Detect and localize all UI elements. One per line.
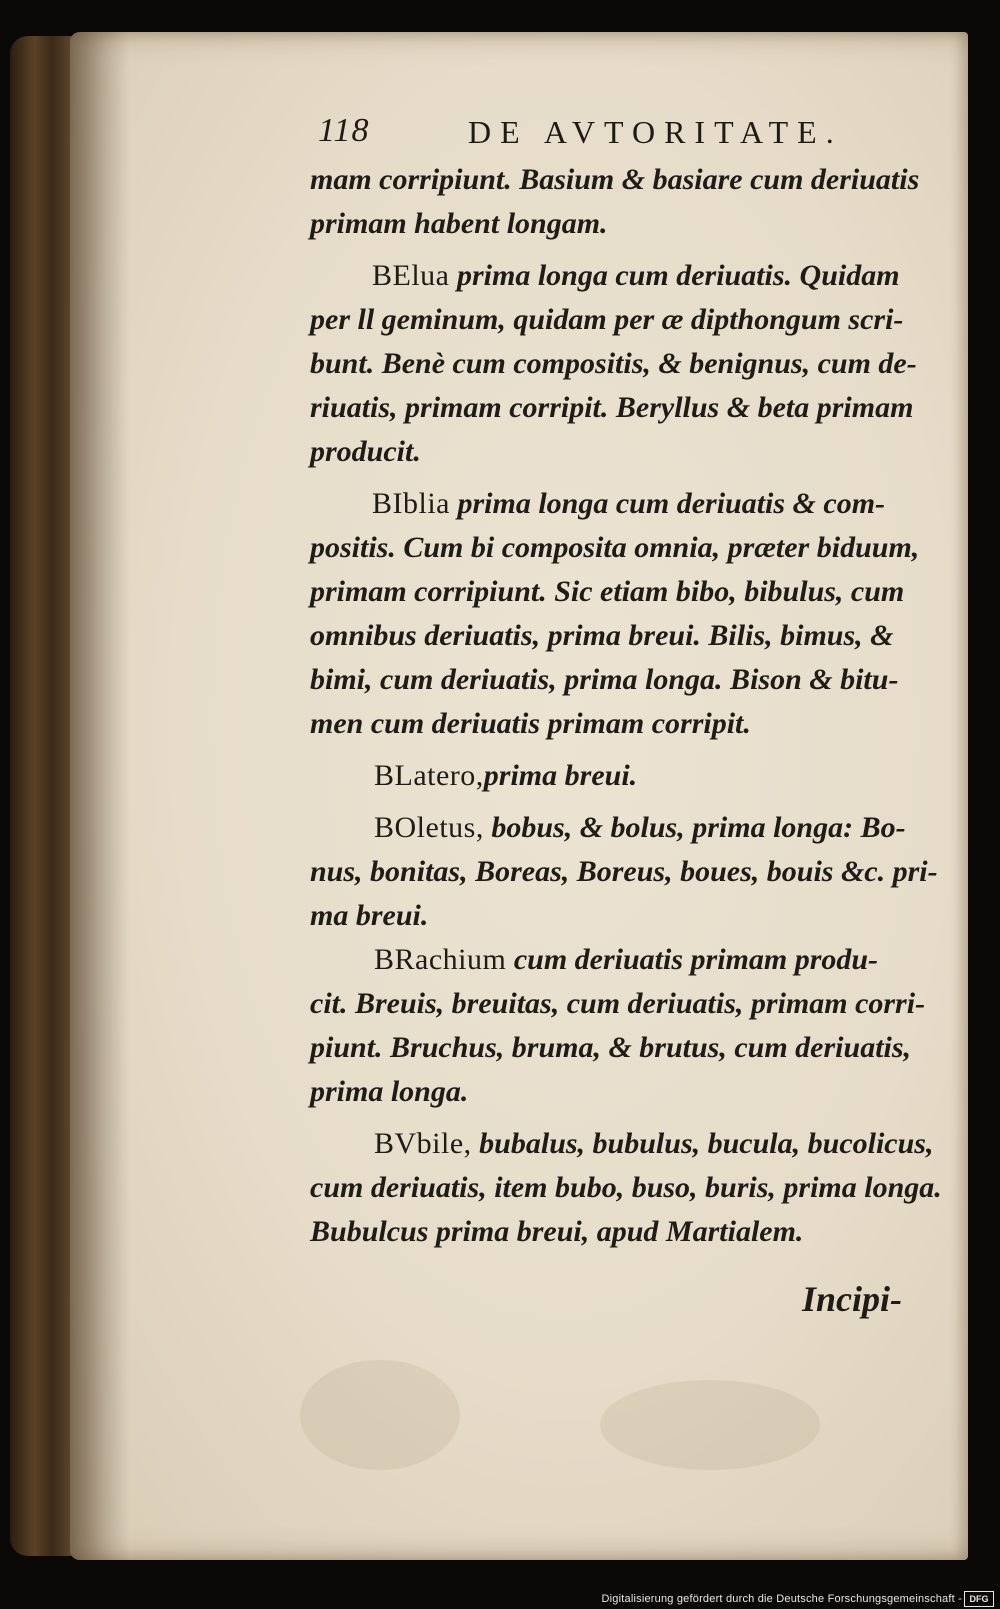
entry-first-line [310, 754, 950, 798]
catchword: Incipi- [802, 1279, 903, 1319]
text-line: per ll geminum, quidam per æ dipthongum scri- [310, 303, 904, 336]
entry-lemma: BRachium [374, 943, 507, 976]
text-line: Bubulcus prima breui, apud Martialem. [310, 1215, 804, 1248]
entry-first-line [310, 482, 950, 526]
text-line: primam habent longam. [310, 207, 608, 240]
page-number: 118 [318, 112, 370, 149]
text-line: omnibus deriuatis, prima breui. Bilis, bimus, & [310, 619, 894, 652]
entry-lemma: BIblia [372, 487, 450, 520]
text-line: bubalus, bubulus, bucula, bucolicus, [479, 1127, 934, 1160]
text-line: positis. Cum bi composita omnia, præter biduum, [310, 531, 920, 564]
entry-first-line [310, 1122, 950, 1166]
digitization-credit: Digitalisierung gefördert durch die Deutsche Forschungsgemeinschaft - [601, 1593, 962, 1605]
text-line: ma breui. [310, 899, 429, 932]
text-line: piunt. Bruchus, bruma, & brutus, cum deriuatis, [310, 1031, 912, 1064]
paper-stain [300, 1360, 460, 1470]
text-line: producit. [310, 435, 421, 468]
text-line: prima longa cum deriuatis & com- [457, 487, 886, 520]
running-head [318, 112, 858, 162]
entry-first-line [310, 254, 950, 298]
text-line: riuatis, primam corripit. Beryllus & beta primam [310, 391, 914, 424]
text-line: primam corripiunt. Sic etiam bibo, bibulus, cum [310, 575, 905, 608]
entry-lemma: BOletus, [374, 811, 484, 844]
text-line: prima longa cum deriuatis. Quidam [457, 259, 900, 292]
entry-first-line [310, 938, 950, 982]
text-line: prima longa. [310, 1075, 469, 1108]
entry-lemma: BVbile, [374, 1127, 472, 1160]
entry-first-line [310, 806, 950, 850]
body-text [310, 158, 950, 1254]
gutter-shadow [70, 32, 130, 1560]
text-line: bimi, cum deriuatis, prima longa. Bison & bitu- [310, 663, 899, 696]
text-line: cum deriuatis primam produ- [513, 943, 879, 976]
entry-lemma: BElua [372, 259, 450, 292]
text-line: bunt. Benè cum compositis, & benignus, cum de- [310, 347, 917, 380]
running-title: DE AVTORITATE. [468, 114, 843, 150]
dfg-logo: DFG [964, 1591, 994, 1607]
text-line: cit. Breuis, breuitas, cum deriuatis, primam corri- [310, 987, 926, 1020]
text-line: bobus, & bolus, prima longa: Bo- [491, 811, 906, 844]
text-line: prima breui. [483, 759, 638, 792]
entry-lemma: BLatero, [374, 759, 484, 792]
text-line: nus, bonitas, Boreas, Boreus, boues, bouis &c. pri- [310, 855, 938, 888]
text-line: men cum deriuatis primam corripit. [310, 707, 751, 740]
paper-stain [600, 1380, 820, 1470]
text-line: cum deriuatis, item bubo, buso, buris, prima longa. [310, 1171, 942, 1204]
text-line: mam corripiunt. Basium & basiare cum deriuatis [310, 163, 920, 196]
